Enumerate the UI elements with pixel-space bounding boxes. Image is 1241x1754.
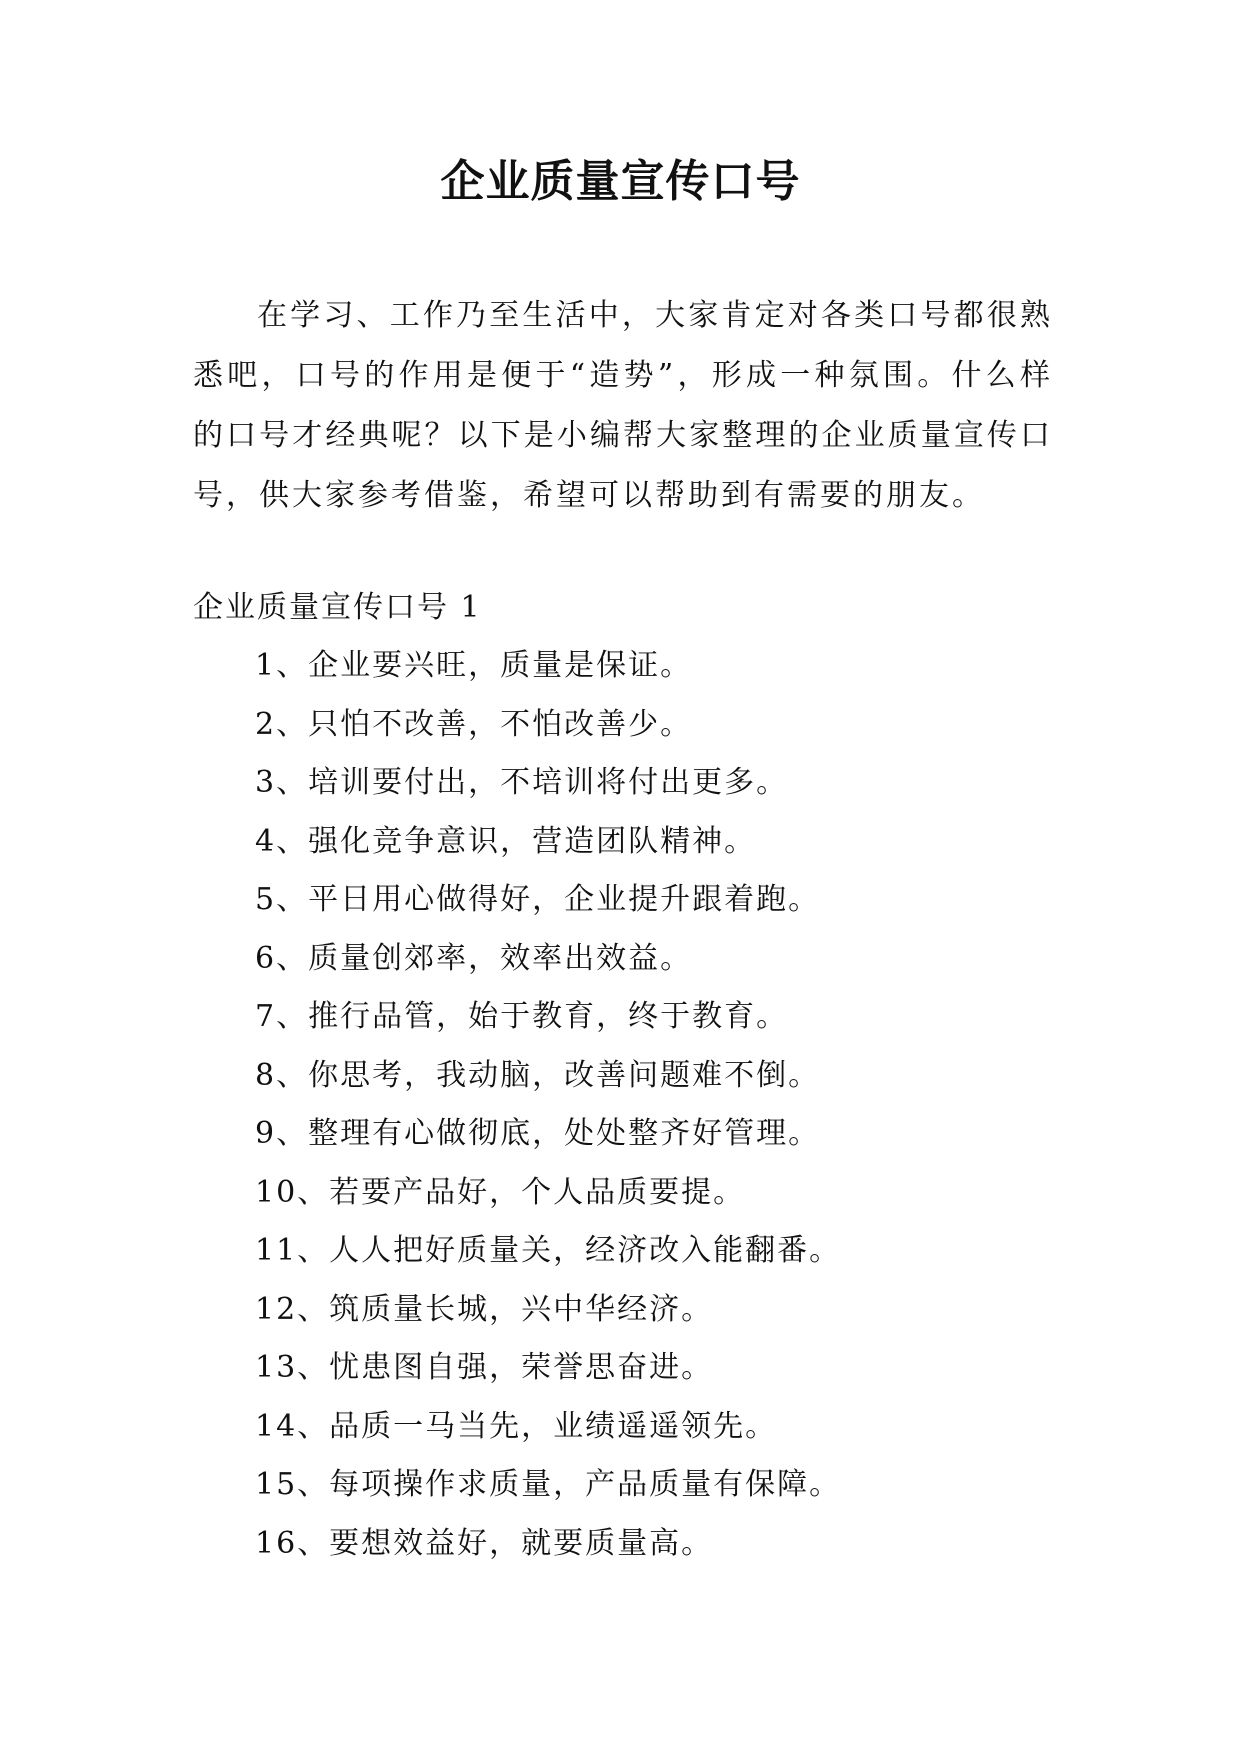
section-heading: 企业质量宣传口号 1 (193, 590, 482, 625)
slogan-item: 11、人人把好质量关，经济改入能翻番。 (255, 1233, 842, 1268)
slogan-item: 7、推行品管，始于教育，终于教育。 (255, 999, 789, 1034)
slogan-item: 14、品质一马当先，业绩遥遥领先。 (255, 1408, 778, 1444)
slogan-item: 8、你思考，我动脑，改善问题难不倒。 (255, 1057, 821, 1093)
document-title: 企业质量宣传口号 (440, 156, 801, 207)
slogan-item: 3、培训要付出，不培训将付出更多。 (255, 765, 789, 800)
slogan-item: 5、平日用心做得好，企业提升跟着跑。 (255, 882, 821, 917)
slogan-item: 16、要想效益好，就要质量高。 (255, 1525, 714, 1561)
slogan-item: 6、质量创郊率，效率出效益。 (255, 940, 693, 976)
slogan-item: 4、强化竞争意识，营造团队精神。 (255, 823, 757, 859)
slogan-list (255, 637, 841, 1573)
slogan-item: 2、只怕不改善，不怕改善少。 (255, 706, 693, 742)
slogan-item: 15、每项操作求质量，产品质量有保障。 (255, 1467, 842, 1502)
slogan-item: 13、忧患图自强，荣誉思奋进。 (255, 1350, 714, 1385)
slogan-item: 9、整理有心做彻底，处处整齐好管理。 (255, 1116, 821, 1151)
slogan-item: 12、筑质量长城，兴中华经济。 (255, 1291, 714, 1327)
slogan-item: 1、企业要兴旺，质量是保证。 (255, 648, 693, 683)
intro-paragraph: 在学习、工作乃至生活中，大家肯定对各类口号都很熟悉吧，口号的作用是便于“造势”，形成一种氛围。什么样的口号才经典呢？以下是小编帮大家整理的企业质量宣传口号，供大家参考借鉴，希望可以帮助到有需要的朋友。 (193, 298, 1053, 513)
slogan-item: 10、若要产品好，个人品质要提。 (255, 1174, 746, 1210)
